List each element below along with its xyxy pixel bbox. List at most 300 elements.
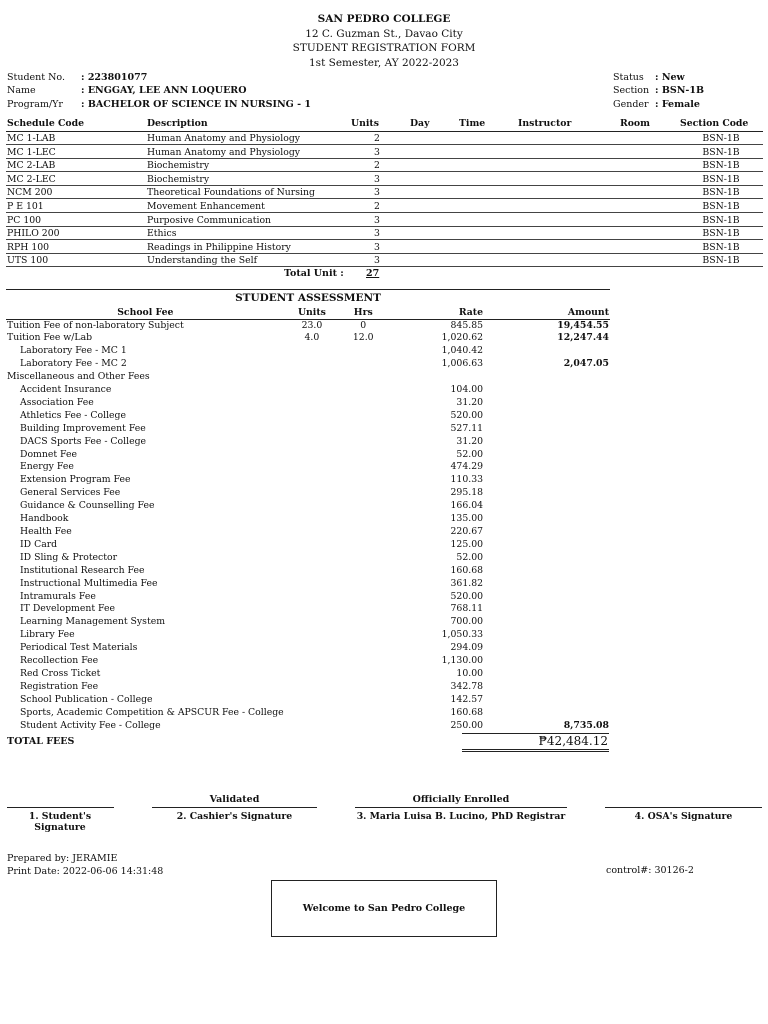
schedule-day — [404, 185, 458, 199]
fee-units — [285, 681, 339, 694]
schedule-room — [619, 240, 679, 254]
schedule-instructor — [517, 158, 619, 172]
fee-units — [285, 436, 339, 449]
misc-fee-row — [6, 707, 610, 720]
fee-name: Student Activity Fee - College — [20, 719, 161, 731]
schedule-section-code: BSN-1B — [679, 213, 763, 227]
schedule-section-code: BSN-1B — [679, 145, 763, 159]
fee-amount — [484, 345, 610, 358]
fee-units — [285, 629, 339, 642]
schedule-section-code: BSN-1B — [679, 240, 763, 254]
misc-fee-row — [6, 591, 610, 604]
fee-rate: 52.00 — [456, 551, 484, 563]
col-room: Room — [619, 117, 679, 131]
schedule-room — [619, 213, 679, 227]
fee-name: Library Fee — [20, 629, 75, 641]
schedule-section-code: BSN-1B — [679, 199, 763, 213]
schedule-row — [6, 213, 763, 227]
fee-name: Guidance & Counselling Fee — [20, 500, 155, 512]
fee-rate: 160.68 — [450, 706, 484, 718]
fee-amount: 2,047.05 — [563, 358, 609, 370]
fee-hrs: 0 — [360, 319, 367, 331]
status-row — [613, 71, 704, 84]
fee-amount — [484, 449, 610, 462]
fee-units — [285, 513, 339, 526]
fee-rate: 520.00 — [450, 590, 484, 602]
schedule-day — [404, 226, 458, 240]
fee-name: Association Fee — [20, 396, 94, 408]
college-name: SAN PEDRO COLLEGE — [317, 13, 451, 25]
program-row — [7, 98, 311, 111]
misc-fee-row — [6, 565, 610, 578]
schedule-instructor — [517, 253, 619, 267]
misc-fee-row — [6, 397, 610, 410]
schedule-code: P E 101 — [6, 199, 141, 213]
schedule-units: 2 — [350, 199, 404, 213]
schedule-row — [6, 158, 763, 172]
fee-amount — [484, 487, 610, 500]
section-label: Section — [613, 85, 650, 97]
schedule-table — [6, 117, 763, 267]
fee-units — [285, 694, 339, 707]
fee-amount — [484, 578, 610, 591]
fee-rate: 1,050.33 — [441, 629, 484, 641]
fee-units — [285, 526, 339, 539]
fee-name: Recollection Fee — [20, 655, 99, 667]
schedule-room — [619, 131, 679, 145]
col-fee-amount: Amount — [484, 306, 610, 319]
welcome-text: Welcome to San Pedro College — [302, 903, 466, 914]
misc-header-row — [6, 371, 610, 384]
schedule-description: Readings in Philippine History — [141, 240, 350, 254]
schedule-instructor — [517, 145, 619, 159]
student-signature-line — [7, 807, 114, 808]
fee-name: Extension Program Fee — [20, 474, 131, 486]
col-description: Description — [141, 117, 350, 131]
fee-amount — [484, 410, 610, 423]
schedule-section-code: BSN-1B — [679, 158, 763, 172]
fee-name: ID Card — [20, 538, 58, 550]
fee-amount — [484, 384, 610, 397]
fee-rate: 700.00 — [450, 616, 484, 628]
schedule-instructor — [517, 240, 619, 254]
fee-rate: 110.33 — [450, 474, 484, 486]
misc-fee-row — [6, 629, 610, 642]
col-instructor: Instructor — [517, 117, 619, 131]
fee-units — [285, 655, 339, 668]
schedule-description: Understanding the Self — [141, 253, 350, 267]
fee-units — [285, 474, 339, 487]
section-row — [613, 84, 704, 97]
schedule-day — [404, 172, 458, 186]
schedule-day — [404, 213, 458, 227]
fee-units — [285, 578, 339, 591]
schedule-code: MC 2-LAB — [6, 158, 141, 172]
print-date: Print Date: 2022-06-06 14:31:48 — [7, 866, 164, 877]
lab-fee-row — [6, 345, 610, 358]
fee-name: Tuition Fee of non-laboratory Subject — [7, 319, 184, 331]
col-units: Units — [350, 117, 404, 131]
fee-name: Accident Insurance — [20, 384, 112, 396]
validated-label: Validated — [209, 794, 260, 805]
schedule-code: PHILO 200 — [6, 226, 141, 240]
fee-amount — [484, 681, 610, 694]
fee-rate: 10.00 — [456, 667, 484, 679]
fee-hrs — [339, 410, 387, 423]
col-time: Time — [458, 117, 517, 131]
fee-hrs — [339, 720, 387, 733]
schedule-day — [404, 131, 458, 145]
fee-rate: 125.00 — [450, 538, 484, 550]
schedule-day — [404, 158, 458, 172]
name-row — [7, 84, 311, 97]
schedule-time — [458, 240, 517, 254]
schedule-section-code: BSN-1B — [679, 172, 763, 186]
fee-units — [285, 410, 339, 423]
fee-amount — [484, 565, 610, 578]
fee-hrs: 12.0 — [352, 332, 374, 344]
schedule-row — [6, 131, 763, 145]
gender-label: Gender — [613, 98, 649, 110]
name-value: : ENGGAY, LEE ANN LOQUERO — [81, 85, 247, 97]
fee-units — [285, 616, 339, 629]
misc-fee-row — [6, 642, 610, 655]
schedule-instructor — [517, 185, 619, 199]
schedule-instructor — [517, 199, 619, 213]
schedule-units: 3 — [350, 240, 404, 254]
schedule-room — [619, 226, 679, 240]
fee-hrs — [339, 552, 387, 565]
fee-rate: 1,130.00 — [441, 655, 484, 667]
fee-hrs — [339, 694, 387, 707]
schedule-instructor — [517, 226, 619, 240]
schedule-units: 3 — [350, 172, 404, 186]
misc-fee-row — [6, 655, 610, 668]
fee-hrs — [339, 707, 387, 720]
misc-fee-row — [6, 668, 610, 681]
schedule-time — [458, 253, 517, 267]
fee-rate: 361.82 — [450, 577, 484, 589]
fee-amount — [484, 436, 610, 449]
schedule-body — [6, 131, 763, 267]
student-assessment — [6, 289, 610, 733]
misc-fee-row — [6, 603, 610, 616]
fee-hrs — [339, 345, 387, 358]
status-label: Status — [613, 72, 644, 83]
fee-name: Athletics Fee - College — [20, 409, 127, 421]
schedule-header-row — [6, 117, 763, 131]
fee-amount — [484, 474, 610, 487]
fee-name: Instructional Multimedia Fee — [20, 577, 158, 589]
schedule-section-code: BSN-1B — [679, 226, 763, 240]
fee-units — [285, 591, 339, 604]
prepared-info — [7, 852, 163, 878]
form-header — [0, 12, 768, 70]
student-no-value: : 223801077 — [81, 72, 148, 83]
misc-fee-row — [6, 694, 610, 707]
fee-rate: 845.85 — [450, 319, 484, 331]
prepared-by: Prepared by: JERAMIE — [7, 853, 118, 864]
fee-units — [285, 552, 339, 565]
schedule-description: Purposive Communication — [141, 213, 350, 227]
fee-hrs — [339, 436, 387, 449]
osa-signature-line — [605, 807, 762, 808]
schedule-time — [458, 185, 517, 199]
fee-hrs — [339, 539, 387, 552]
misc-label: Miscellaneous and Other Fees — [7, 371, 150, 383]
schedule-time — [458, 226, 517, 240]
fee-amount: 12,247.44 — [557, 332, 609, 344]
fee-name: IT Development Fee — [20, 603, 116, 615]
misc-fee-row — [6, 500, 610, 513]
fee-rate: 342.78 — [450, 680, 484, 692]
tuition-row — [6, 319, 610, 332]
schedule-time — [458, 145, 517, 159]
fee-amount — [484, 591, 610, 604]
fee-hrs — [339, 513, 387, 526]
schedule-description: Theoretical Foundations of Nursing — [141, 185, 350, 199]
misc-fee-row — [6, 449, 610, 462]
schedule-day — [404, 199, 458, 213]
schedule-row — [6, 226, 763, 240]
fee-amount: 19,454.55 — [557, 319, 609, 331]
schedule-time — [458, 131, 517, 145]
fee-hrs — [339, 500, 387, 513]
schedule-description: Human Anatomy and Physiology — [141, 131, 350, 145]
misc-fee-row — [6, 526, 610, 539]
fee-name: Tuition Fee w/Lab — [7, 332, 93, 344]
fee-rate: 52.00 — [456, 448, 484, 460]
schedule-units: 2 — [350, 131, 404, 145]
fee-amount — [484, 642, 610, 655]
schedule-room — [619, 145, 679, 159]
lab-fee-row — [6, 358, 610, 371]
fee-amount — [484, 603, 610, 616]
col-section-code: Section Code — [679, 117, 763, 131]
fee-rate: 294.09 — [450, 642, 484, 654]
fee-rate: 135.00 — [450, 513, 484, 525]
tuition-row — [6, 332, 610, 345]
fee-rate: 474.29 — [450, 461, 484, 473]
schedule-row — [6, 145, 763, 159]
schedule-room — [619, 199, 679, 213]
schedule-day — [404, 145, 458, 159]
fee-name: Building Improvement Fee — [20, 422, 146, 434]
fee-rate: 1,020.62 — [441, 332, 484, 344]
misc-fee-row — [6, 513, 610, 526]
fee-name: General Services Fee — [20, 487, 121, 499]
fee-amount — [484, 397, 610, 410]
fee-name: School Publication - College — [20, 693, 153, 705]
fee-name: Laboratory Fee - MC 1 — [20, 345, 127, 357]
fee-rate: 527.11 — [450, 422, 484, 434]
schedule-units: 2 — [350, 158, 404, 172]
gender-row — [613, 98, 704, 111]
schedule-units: 3 — [350, 185, 404, 199]
fee-hrs — [339, 371, 387, 384]
fee-rate: 768.11 — [450, 603, 484, 615]
fee-amount — [484, 526, 610, 539]
fee-rate: 166.04 — [450, 500, 484, 512]
fee-hrs — [339, 397, 387, 410]
program-value: : BACHELOR OF SCIENCE IN NURSING - 1 — [81, 98, 311, 110]
fee-units — [285, 345, 339, 358]
student-no-row — [7, 71, 311, 84]
fee-units: 4.0 — [304, 332, 320, 344]
schedule-code: UTS 100 — [6, 253, 141, 267]
student-no-label: Student No. — [7, 72, 65, 83]
cashier-signature-label: 2. Cashier's Signature — [176, 811, 293, 822]
fee-name: ID Sling & Protector — [20, 551, 118, 563]
fee-hrs — [339, 578, 387, 591]
fee-units — [285, 397, 339, 410]
fee-hrs — [339, 423, 387, 436]
misc-fee-row — [6, 487, 610, 500]
schedule-code: NCM 200 — [6, 185, 141, 199]
schedule-room — [619, 185, 679, 199]
schedule-time — [458, 199, 517, 213]
fee-name: Sports, Academic Competition & APSCUR Fee - College — [20, 706, 284, 718]
cashier-signature-line — [152, 807, 317, 808]
schedule-section-code: BSN-1B — [679, 131, 763, 145]
college-address: 12 C. Guzman St., Davao City — [305, 27, 463, 40]
schedule-description: Human Anatomy and Physiology — [141, 145, 350, 159]
fee-units — [285, 707, 339, 720]
schedule-code: PC 100 — [6, 213, 141, 227]
fee-name: Red Cross Ticket — [20, 667, 101, 679]
schedule-code: MC 1-LAB — [6, 131, 141, 145]
section-value: : BSN-1B — [655, 85, 704, 97]
registrar-signature-label: 3. Maria Luisa B. Lucino, PhD Registrar — [356, 811, 566, 822]
osa-signature-label: 4. OSA's Signature — [634, 811, 733, 822]
fee-units — [285, 423, 339, 436]
misc-fee-row — [6, 474, 610, 487]
misc-fee-row — [6, 681, 610, 694]
fee-rate: 220.67 — [450, 526, 484, 537]
misc-total-amount: 8,735.08 — [563, 719, 609, 731]
schedule-units: 3 — [350, 253, 404, 267]
fee-rate: 520.00 — [450, 409, 484, 421]
col-fee-rate: Rate — [387, 306, 484, 319]
schedule-room — [619, 172, 679, 186]
misc-fee-row — [6, 384, 610, 397]
fee-hrs — [339, 603, 387, 616]
fee-hrs — [339, 358, 387, 371]
fee-rate: 31.20 — [456, 396, 484, 408]
schedule-instructor — [517, 131, 619, 145]
assessment-header-row — [6, 306, 610, 319]
schedule-day — [404, 240, 458, 254]
fee-units — [285, 358, 339, 371]
fee-rate: 250.00 — [450, 719, 484, 731]
schedule-instructor — [517, 172, 619, 186]
fee-hrs — [339, 668, 387, 681]
fee-amount — [484, 371, 610, 384]
fee-rate: 1,006.63 — [441, 358, 484, 370]
fee-amount — [484, 500, 610, 513]
fee-units — [285, 603, 339, 616]
fee-hrs — [339, 487, 387, 500]
fee-hrs — [339, 629, 387, 642]
registrar-signature-line — [355, 807, 567, 808]
fee-hrs — [339, 591, 387, 604]
schedule-row — [6, 185, 763, 199]
misc-fee-row — [6, 461, 610, 474]
fee-name: Learning Management System — [20, 616, 166, 628]
schedule-section-code: BSN-1B — [679, 253, 763, 267]
fee-rate: 104.00 — [450, 384, 484, 396]
fee-name: Institutional Research Fee — [20, 564, 145, 576]
misc-fee-row — [6, 539, 610, 552]
schedule-description: Biochemistry — [141, 158, 350, 172]
fee-name: Intramurals Fee — [20, 590, 96, 602]
fee-rate: 31.20 — [456, 435, 484, 447]
total-unit-value: 27 — [366, 268, 380, 279]
fee-amount — [484, 539, 610, 552]
schedule-room — [619, 158, 679, 172]
fee-amount — [484, 616, 610, 629]
assessment-title: STUDENT ASSESSMENT — [6, 289, 610, 306]
col-fee-hrs: Hrs — [339, 306, 387, 319]
fee-hrs — [339, 461, 387, 474]
fee-amount — [484, 513, 610, 526]
col-school-fee: School Fee — [6, 306, 285, 319]
fee-hrs — [339, 655, 387, 668]
col-schedule-code: Schedule Code — [6, 117, 141, 131]
schedule-room — [619, 253, 679, 267]
fee-units — [285, 539, 339, 552]
fee-name: Handbook — [20, 513, 69, 525]
schedule-time — [458, 158, 517, 172]
fee-name: Laboratory Fee - MC 2 — [20, 358, 127, 370]
fee-hrs — [339, 449, 387, 462]
fee-units — [285, 384, 339, 397]
fee-amount — [484, 629, 610, 642]
fee-units — [285, 449, 339, 462]
fee-units — [285, 371, 339, 384]
misc-fee-row — [6, 423, 610, 436]
student-info-right — [613, 71, 704, 111]
schedule-time — [458, 213, 517, 227]
fee-hrs — [339, 565, 387, 578]
program-label: Program/Yr — [7, 98, 63, 110]
student-info-left — [7, 71, 311, 111]
fee-amount — [484, 461, 610, 474]
fee-name: Energy Fee — [20, 461, 74, 473]
assessment-body — [6, 319, 610, 733]
fee-units — [285, 565, 339, 578]
total-fees-amount: ₱42,484.12 — [462, 733, 609, 750]
misc-fee-row — [6, 720, 610, 733]
misc-fee-row — [6, 616, 610, 629]
fee-name: DACS Sports Fee - College — [20, 435, 147, 447]
misc-fee-row — [6, 410, 610, 423]
assessment-table — [6, 306, 610, 733]
fee-units — [285, 668, 339, 681]
fee-amount — [484, 694, 610, 707]
misc-fee-row — [6, 436, 610, 449]
fee-name: Domnet Fee — [20, 448, 77, 460]
schedule-code: MC 2-LEC — [6, 172, 141, 186]
schedule-units: 3 — [350, 213, 404, 227]
student-signature-label: 1. Student's Signature — [28, 811, 92, 833]
fee-units: 23.0 — [301, 319, 323, 331]
schedule-row — [6, 240, 763, 254]
fee-units — [285, 461, 339, 474]
fee-amount — [484, 668, 610, 681]
fee-hrs — [339, 474, 387, 487]
schedule-units: 3 — [350, 145, 404, 159]
